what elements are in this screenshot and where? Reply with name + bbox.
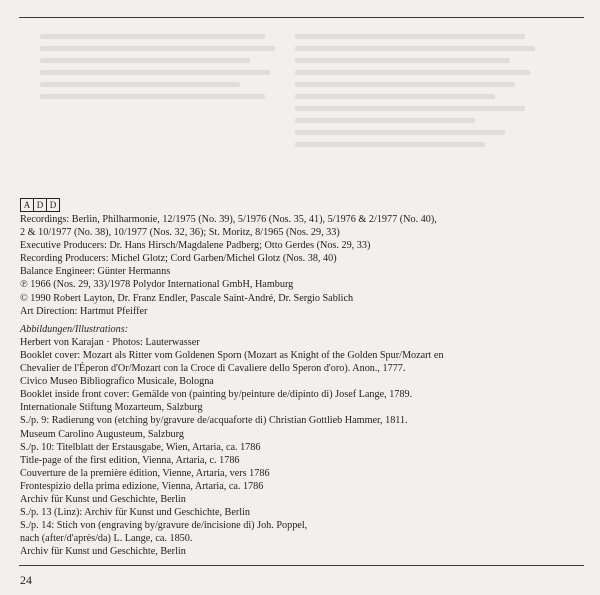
credit-line: Recordings: Berlin, Philharmonie, 12/1975 (No. 39), 5/1976 (Nos. 35, 41), 5/1976 & 2/1977 (No. 40), <box>20 214 437 225</box>
illustration-line: Frontespizio della prima edizione, Vienna, Artaria, ca. 1786 <box>20 480 264 492</box>
credit-line: Art Direction: Hartmut Pfeiffer <box>20 305 148 317</box>
credit-line: 2 & 10/1977 (No. 38), 10/1977 (Nos. 32, 36); St. Moritz, 8/1965 (Nos. 29, 33) <box>20 227 340 239</box>
illustration-line: Chevalier de l'Éperon d'Or/Mozart con la Croce di Cavaliere dello Speron d'oro). Anon., 1777. <box>20 363 406 375</box>
credit-line: Recording Producers: Michel Glotz; Cord Garben/Michel Glotz (Nos. 38, 40) <box>20 253 337 265</box>
credit-line: ℗ 1966 (Nos. 29, 33)/1978 Polydor International GmbH, Hamburg <box>20 279 294 291</box>
illustration-line: Booklet inside front cover: Gemälde von (painting by/peinture de/dipinto di) Josef Lange, 1789. <box>20 389 413 401</box>
illustration-line: Title-page of the first edition, Vienna, Artaria, c. 1786 <box>20 454 240 466</box>
top-rule <box>19 17 584 18</box>
illustration-line: Couverture de la première édition, Vienne, Artaria, vers 1786 <box>20 467 270 479</box>
credit-line: Executive Producers: Dr. Hans Hirsch/Magdalene Padberg; Otto Gerdes (Nos. 29, 33) <box>20 240 371 252</box>
adp-code-letter: D <box>34 199 47 211</box>
adp-code-box <box>20 198 60 212</box>
bottom-rule <box>19 565 584 566</box>
credit-line: Balance Engineer: Günter Hermanns <box>20 266 171 278</box>
illustration-line: S./p. 9: Radierung von (etching by/gravure de/acquaforte di) Christian Gottlieb Hammer, 1811. <box>20 415 408 427</box>
illustration-line: Internationale Stiftung Mozarteum, Salzburg <box>20 402 203 414</box>
illustration-line: S./p. 14: Stich von (engraving by/gravure de/incisione di) Joh. Poppel, <box>20 520 308 532</box>
credit-line: © 1990 Robert Layton, Dr. Franz Endler, Pascale Saint-André, Dr. Sergio Sablich <box>20 292 354 304</box>
illustration-line: Archiv für Kunst und Geschichte, Berlin <box>20 493 186 505</box>
illustration-line: Herbert von Karajan · Photos: Lauterwasser <box>20 336 200 348</box>
illustration-line: S./p. 10: Titelblatt der Erstausgabe, Wien, Artaria, ca. 1786 <box>20 441 261 453</box>
illustration-line: S./p. 13 (Linz): Archiv für Kunst und Geschichte, Berlin <box>20 507 251 519</box>
show-through-bleed <box>25 22 585 162</box>
adp-code-letter: D <box>49 200 57 210</box>
illustration-line: Archiv für Kunst und Geschichte, Berlin <box>20 546 186 558</box>
illustrations-heading: Abbildungen/Illustrations: <box>20 323 129 335</box>
adp-code-letter: A <box>21 199 34 211</box>
illustration-line: Booklet cover: Mozart als Ritter vom Goldenen Sporn (Mozart as Knight of the Golden Spur/Mozart en <box>20 349 444 361</box>
credits-block <box>20 213 585 558</box>
illustration-line: nach (after/d'après/da) L. Lange, ca. 1850. <box>20 533 193 545</box>
illustration-line: Museum Carolino Augusteum, Salzburg <box>20 428 184 440</box>
page-number: 24 <box>20 573 32 587</box>
illustration-line: Civico Museo Bibliografico Musicale, Bologna <box>20 376 214 388</box>
